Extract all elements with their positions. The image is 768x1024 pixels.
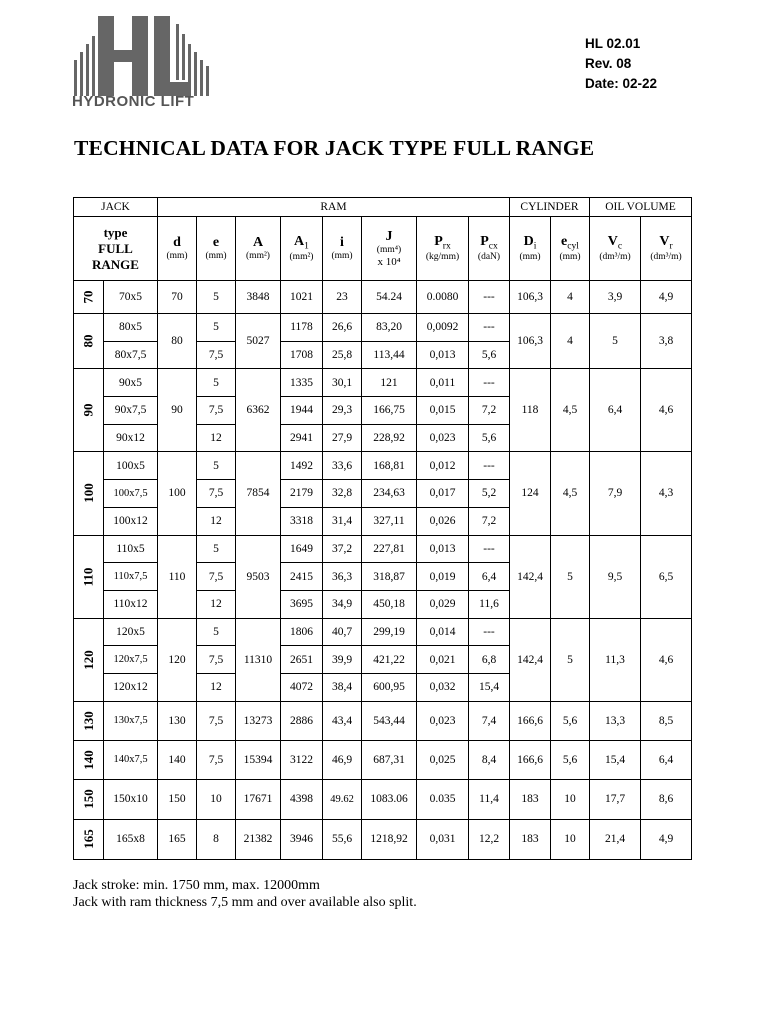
i-cell: 40,7: [323, 618, 362, 646]
e-cell: 5: [197, 618, 236, 646]
group-jack: JACK: [74, 198, 158, 217]
e-cell: 12: [197, 507, 236, 535]
col-d: d (mm): [158, 217, 197, 281]
Pcx-cell: ---: [469, 618, 510, 646]
ecyl-cell: 4: [551, 314, 590, 369]
i-cell: 49.62: [323, 779, 362, 819]
Pcx-cell: ---: [469, 535, 510, 563]
i-cell: 26,6: [323, 314, 362, 342]
revision: Rev. 08: [585, 56, 632, 71]
type-cell: 100x5: [104, 452, 158, 480]
i-cell: 36,3: [323, 563, 362, 591]
type-cell: 110x5: [104, 535, 158, 563]
e-cell: 5: [197, 314, 236, 342]
A1-cell: 2941: [281, 424, 323, 452]
i-cell: 34,9: [323, 590, 362, 618]
size-label: 70: [80, 290, 96, 304]
J-cell: 299,19: [362, 618, 417, 646]
Pcx-cell: 7,2: [469, 507, 510, 535]
A1-cell: 1944: [281, 397, 323, 425]
i-cell: 30,1: [323, 369, 362, 397]
J-cell: 227,81: [362, 535, 417, 563]
i-cell: 38,4: [323, 673, 362, 701]
e-cell: 5: [197, 281, 236, 314]
date: Date: 02-22: [585, 76, 658, 91]
Pcx-cell: ---: [469, 369, 510, 397]
A-cell: 17671: [236, 779, 281, 819]
table-row: [74, 452, 692, 480]
table-row: [74, 740, 692, 779]
size-cell: [74, 618, 104, 701]
Vr-cell: 8,5: [641, 701, 692, 740]
J-cell: 318,87: [362, 563, 417, 591]
A1-cell: 1492: [281, 452, 323, 480]
size-cell: [74, 281, 104, 314]
Pcx-cell: 15,4: [469, 673, 510, 701]
A1-cell: 4398: [281, 779, 323, 819]
i-cell: 31,4: [323, 507, 362, 535]
ecyl-cell: 5: [551, 535, 590, 618]
Prx-cell: 0,032: [417, 673, 469, 701]
table-row: [74, 618, 692, 646]
Vc-cell: 11,3: [590, 618, 641, 701]
i-cell: 43,4: [323, 701, 362, 740]
type-header-line2: FULL: [98, 240, 133, 256]
note-split: Jack with ram thickness 7,5 mm and over available also split.: [73, 895, 417, 910]
type-cell: 90x5: [104, 369, 158, 397]
J-cell: 54.24: [362, 281, 417, 314]
Vc-cell: 5: [590, 314, 641, 369]
size-cell: [74, 740, 104, 779]
logo-text: HYDRONIC LIFT: [72, 93, 195, 110]
Vr-cell: 3,8: [641, 314, 692, 369]
e-cell: 12: [197, 673, 236, 701]
table-row: [74, 281, 692, 314]
i-cell: 32,8: [323, 480, 362, 508]
A1-cell: 2651: [281, 646, 323, 674]
Prx-cell: 0.035: [417, 779, 469, 819]
Vr-cell: 4,9: [641, 819, 692, 859]
type-header-line3: RANGE: [92, 256, 139, 272]
J-cell: 327,11: [362, 507, 417, 535]
Vr-cell: 4,3: [641, 452, 692, 535]
ecyl-cell: 4,5: [551, 452, 590, 535]
A1-cell: 2179: [281, 480, 323, 508]
Vr-cell: 6,4: [641, 740, 692, 779]
i-cell: 23: [323, 281, 362, 314]
type-cell: 110x7,5: [104, 563, 158, 591]
d-cell: 130: [158, 701, 197, 740]
A-cell: 9503: [236, 535, 281, 618]
col-Vr: $V_r$ (dm³/m): [641, 217, 692, 281]
d-cell: 140: [158, 740, 197, 779]
J-cell: 168,81: [362, 452, 417, 480]
A-cell: 13273: [236, 701, 281, 740]
doc-code: HL 02.01: [585, 36, 641, 51]
type-cell: 90x12: [104, 424, 158, 452]
size-cell: [74, 535, 104, 618]
type-cell: 140x7,5: [104, 740, 158, 779]
type-cell: 100x12: [104, 507, 158, 535]
e-cell: 7,5: [197, 646, 236, 674]
Pcx-cell: ---: [469, 281, 510, 314]
Di-cell: 183: [510, 819, 551, 859]
e-cell: 7,5: [197, 480, 236, 508]
col-Vc: $V_c$ (dm³/m): [590, 217, 641, 281]
type-cell: 120x12: [104, 673, 158, 701]
d-cell: 110: [158, 535, 197, 618]
Vr-cell: 4,9: [641, 281, 692, 314]
e-cell: 12: [197, 424, 236, 452]
J-cell: 83,20: [362, 314, 417, 342]
table-row: [74, 701, 692, 740]
Prx-cell: 0,017: [417, 480, 469, 508]
J-cell: 543,44: [362, 701, 417, 740]
A-cell: 21382: [236, 819, 281, 859]
J-cell: 1083.06: [362, 779, 417, 819]
i-cell: 46,9: [323, 740, 362, 779]
A1-cell: 3318: [281, 507, 323, 535]
Di-cell: 142,4: [510, 535, 551, 618]
type-cell: 80x5: [104, 314, 158, 342]
A1-cell: 3122: [281, 740, 323, 779]
Di-cell: 106,3: [510, 281, 551, 314]
table-row: [74, 819, 692, 859]
Vc-cell: 3,9: [590, 281, 641, 314]
size-label: 120: [80, 649, 96, 670]
Di-cell: 142,4: [510, 618, 551, 701]
type-cell: 90x7,5: [104, 397, 158, 425]
type-cell: 110x12: [104, 590, 158, 618]
Prx-cell: 0,025: [417, 740, 469, 779]
J-cell: 121: [362, 369, 417, 397]
col-Di: $D_i$ (mm): [510, 217, 551, 281]
size-label: 100: [80, 483, 96, 504]
Di-cell: 166,6: [510, 701, 551, 740]
Pcx-cell: 11,6: [469, 590, 510, 618]
Prx-cell: 0,023: [417, 701, 469, 740]
d-cell: 90: [158, 369, 197, 452]
type-header-line1: type: [103, 224, 128, 240]
ecyl-cell: 10: [551, 779, 590, 819]
e-cell: 7,5: [197, 563, 236, 591]
e-cell: 8: [197, 819, 236, 859]
i-cell: 25,8: [323, 341, 362, 369]
Pcx-cell: ---: [469, 314, 510, 342]
Vc-cell: 13,3: [590, 701, 641, 740]
A1-cell: 3695: [281, 590, 323, 618]
Prx-cell: 0,021: [417, 646, 469, 674]
ecyl-cell: 10: [551, 819, 590, 859]
Vr-cell: 4,6: [641, 618, 692, 701]
Pcx-cell: 6,8: [469, 646, 510, 674]
ecyl-cell: 5,6: [551, 701, 590, 740]
type-header: [74, 217, 158, 281]
size-label: 150: [80, 789, 96, 809]
col-ecyl: $e_{cyl}$ (mm): [551, 217, 590, 281]
Prx-cell: 0,031: [417, 819, 469, 859]
Di-cell: 183: [510, 779, 551, 819]
e-cell: 12: [197, 590, 236, 618]
size-label: 130: [80, 710, 96, 731]
d-cell: 165: [158, 819, 197, 859]
ecyl-cell: 5: [551, 618, 590, 701]
table-row: [74, 779, 692, 819]
ecyl-cell: 4,5: [551, 369, 590, 452]
size-cell: [74, 369, 104, 452]
size-label: 110: [80, 567, 96, 586]
Prx-cell: 0,019: [417, 563, 469, 591]
J-cell: 228,92: [362, 424, 417, 452]
Prx-cell: 0,014: [417, 618, 469, 646]
Prx-cell: 0,026: [417, 507, 469, 535]
type-cell: 80x7,5: [104, 341, 158, 369]
Di-cell: 124: [510, 452, 551, 535]
Pcx-cell: 7,2: [469, 397, 510, 425]
Pcx-cell: 6,4: [469, 563, 510, 591]
i-cell: 55,6: [323, 819, 362, 859]
A1-cell: 1806: [281, 618, 323, 646]
e-cell: 5: [197, 452, 236, 480]
document-info: [585, 34, 657, 94]
technical-data-table: [73, 197, 692, 860]
d-cell: 80: [158, 314, 197, 369]
table-body: [74, 281, 692, 860]
J-cell: 113,44: [362, 341, 417, 369]
col-e: e (mm): [197, 217, 236, 281]
Vc-cell: 6,4: [590, 369, 641, 452]
Vr-cell: 4,6: [641, 369, 692, 452]
A-cell: 15394: [236, 740, 281, 779]
A1-cell: 1335: [281, 369, 323, 397]
e-cell: 7,5: [197, 740, 236, 779]
A1-cell: 1178: [281, 314, 323, 342]
col-J: J (mm⁴) x 10⁴: [362, 217, 417, 281]
table-row: [74, 535, 692, 563]
Pcx-cell: 7,4: [469, 701, 510, 740]
type-cell: 70x5: [104, 281, 158, 314]
d-cell: 70: [158, 281, 197, 314]
Di-cell: 166,6: [510, 740, 551, 779]
table-row: [74, 369, 692, 397]
ecyl-cell: 4: [551, 281, 590, 314]
type-cell: 130x7,5: [104, 701, 158, 740]
size-cell: [74, 779, 104, 819]
group-ram: RAM: [158, 198, 510, 217]
size-label: 90: [80, 403, 96, 417]
size-label: 80: [80, 334, 96, 348]
Vc-cell: 7,9: [590, 452, 641, 535]
Vc-cell: 21,4: [590, 819, 641, 859]
Pcx-cell: ---: [469, 452, 510, 480]
Vc-cell: 15,4: [590, 740, 641, 779]
J-cell: 600,95: [362, 673, 417, 701]
J-cell: 421,22: [362, 646, 417, 674]
type-cell: 120x7,5: [104, 646, 158, 674]
A1-cell: 1708: [281, 341, 323, 369]
size-label: 165: [80, 829, 96, 849]
d-cell: 120: [158, 618, 197, 701]
col-A: A (mm²): [236, 217, 281, 281]
Prx-cell: 0,013: [417, 535, 469, 563]
e-cell: 7,5: [197, 701, 236, 740]
i-cell: 37,2: [323, 535, 362, 563]
table-row: [74, 314, 692, 342]
Prx-cell: 0,013: [417, 341, 469, 369]
A1-cell: 1021: [281, 281, 323, 314]
Pcx-cell: 5,2: [469, 480, 510, 508]
size-cell: [74, 819, 104, 859]
Prx-cell: 0.0080: [417, 281, 469, 314]
type-cell: 150x10: [104, 779, 158, 819]
A1-cell: 1649: [281, 535, 323, 563]
J-cell: 166,75: [362, 397, 417, 425]
J-cell: 1218,92: [362, 819, 417, 859]
Vc-cell: 17,7: [590, 779, 641, 819]
Di-cell: 118: [510, 369, 551, 452]
size-cell: [74, 701, 104, 740]
A1-cell: 2886: [281, 701, 323, 740]
col-i: i (mm): [323, 217, 362, 281]
Prx-cell: 0,029: [417, 590, 469, 618]
J-cell: 234,63: [362, 480, 417, 508]
size-label: 140: [80, 749, 96, 770]
Prx-cell: 0,011: [417, 369, 469, 397]
Prx-cell: 0,015: [417, 397, 469, 425]
group-cylinder: CYLINDER: [510, 198, 590, 217]
Pcx-cell: 8,4: [469, 740, 510, 779]
Pcx-cell: 12,2: [469, 819, 510, 859]
d-cell: 100: [158, 452, 197, 535]
Pcx-cell: 5,6: [469, 341, 510, 369]
A1-cell: 4072: [281, 673, 323, 701]
d-cell: 150: [158, 779, 197, 819]
i-cell: 39,9: [323, 646, 362, 674]
i-cell: 27,9: [323, 424, 362, 452]
col-Pcx: $P_{cx}$ (daN): [469, 217, 510, 281]
e-cell: 7,5: [197, 341, 236, 369]
e-cell: 5: [197, 369, 236, 397]
Vc-cell: 9,5: [590, 535, 641, 618]
size-cell: [74, 314, 104, 369]
type-cell: 100x7,5: [104, 480, 158, 508]
A-cell: 11310: [236, 618, 281, 701]
e-cell: 7,5: [197, 397, 236, 425]
Vr-cell: 6,5: [641, 535, 692, 618]
notes: [73, 877, 417, 911]
A1-cell: 2415: [281, 563, 323, 591]
Vr-cell: 8,6: [641, 779, 692, 819]
A-cell: 3848: [236, 281, 281, 314]
Di-cell: 106,3: [510, 314, 551, 369]
i-cell: 33,6: [323, 452, 362, 480]
page-title: TECHNICAL DATA FOR JACK TYPE FULL RANGE: [74, 136, 595, 160]
Prx-cell: 0,012: [417, 452, 469, 480]
Pcx-cell: 11,4: [469, 779, 510, 819]
e-cell: 5: [197, 535, 236, 563]
e-cell: 10: [197, 779, 236, 819]
A-cell: 7854: [236, 452, 281, 535]
type-cell: 165x8: [104, 819, 158, 859]
group-oil-volume: OIL VOLUME: [590, 198, 692, 217]
Prx-cell: 0,0092: [417, 314, 469, 342]
J-cell: 687,31: [362, 740, 417, 779]
A1-cell: 3946: [281, 819, 323, 859]
col-Prx: $P_{rx}$ (kg/mm): [417, 217, 469, 281]
A-cell: 6362: [236, 369, 281, 452]
note-stroke: Jack stroke: min. 1750 mm, max. 12000mm: [73, 878, 320, 893]
Pcx-cell: 5,6: [469, 424, 510, 452]
Prx-cell: 0,023: [417, 424, 469, 452]
type-cell: 120x5: [104, 618, 158, 646]
size-cell: [74, 452, 104, 535]
col-A1: $A_1$ (mm²): [281, 217, 323, 281]
A-cell: 5027: [236, 314, 281, 369]
J-cell: 450,18: [362, 590, 417, 618]
ecyl-cell: 5,6: [551, 740, 590, 779]
i-cell: 29,3: [323, 397, 362, 425]
